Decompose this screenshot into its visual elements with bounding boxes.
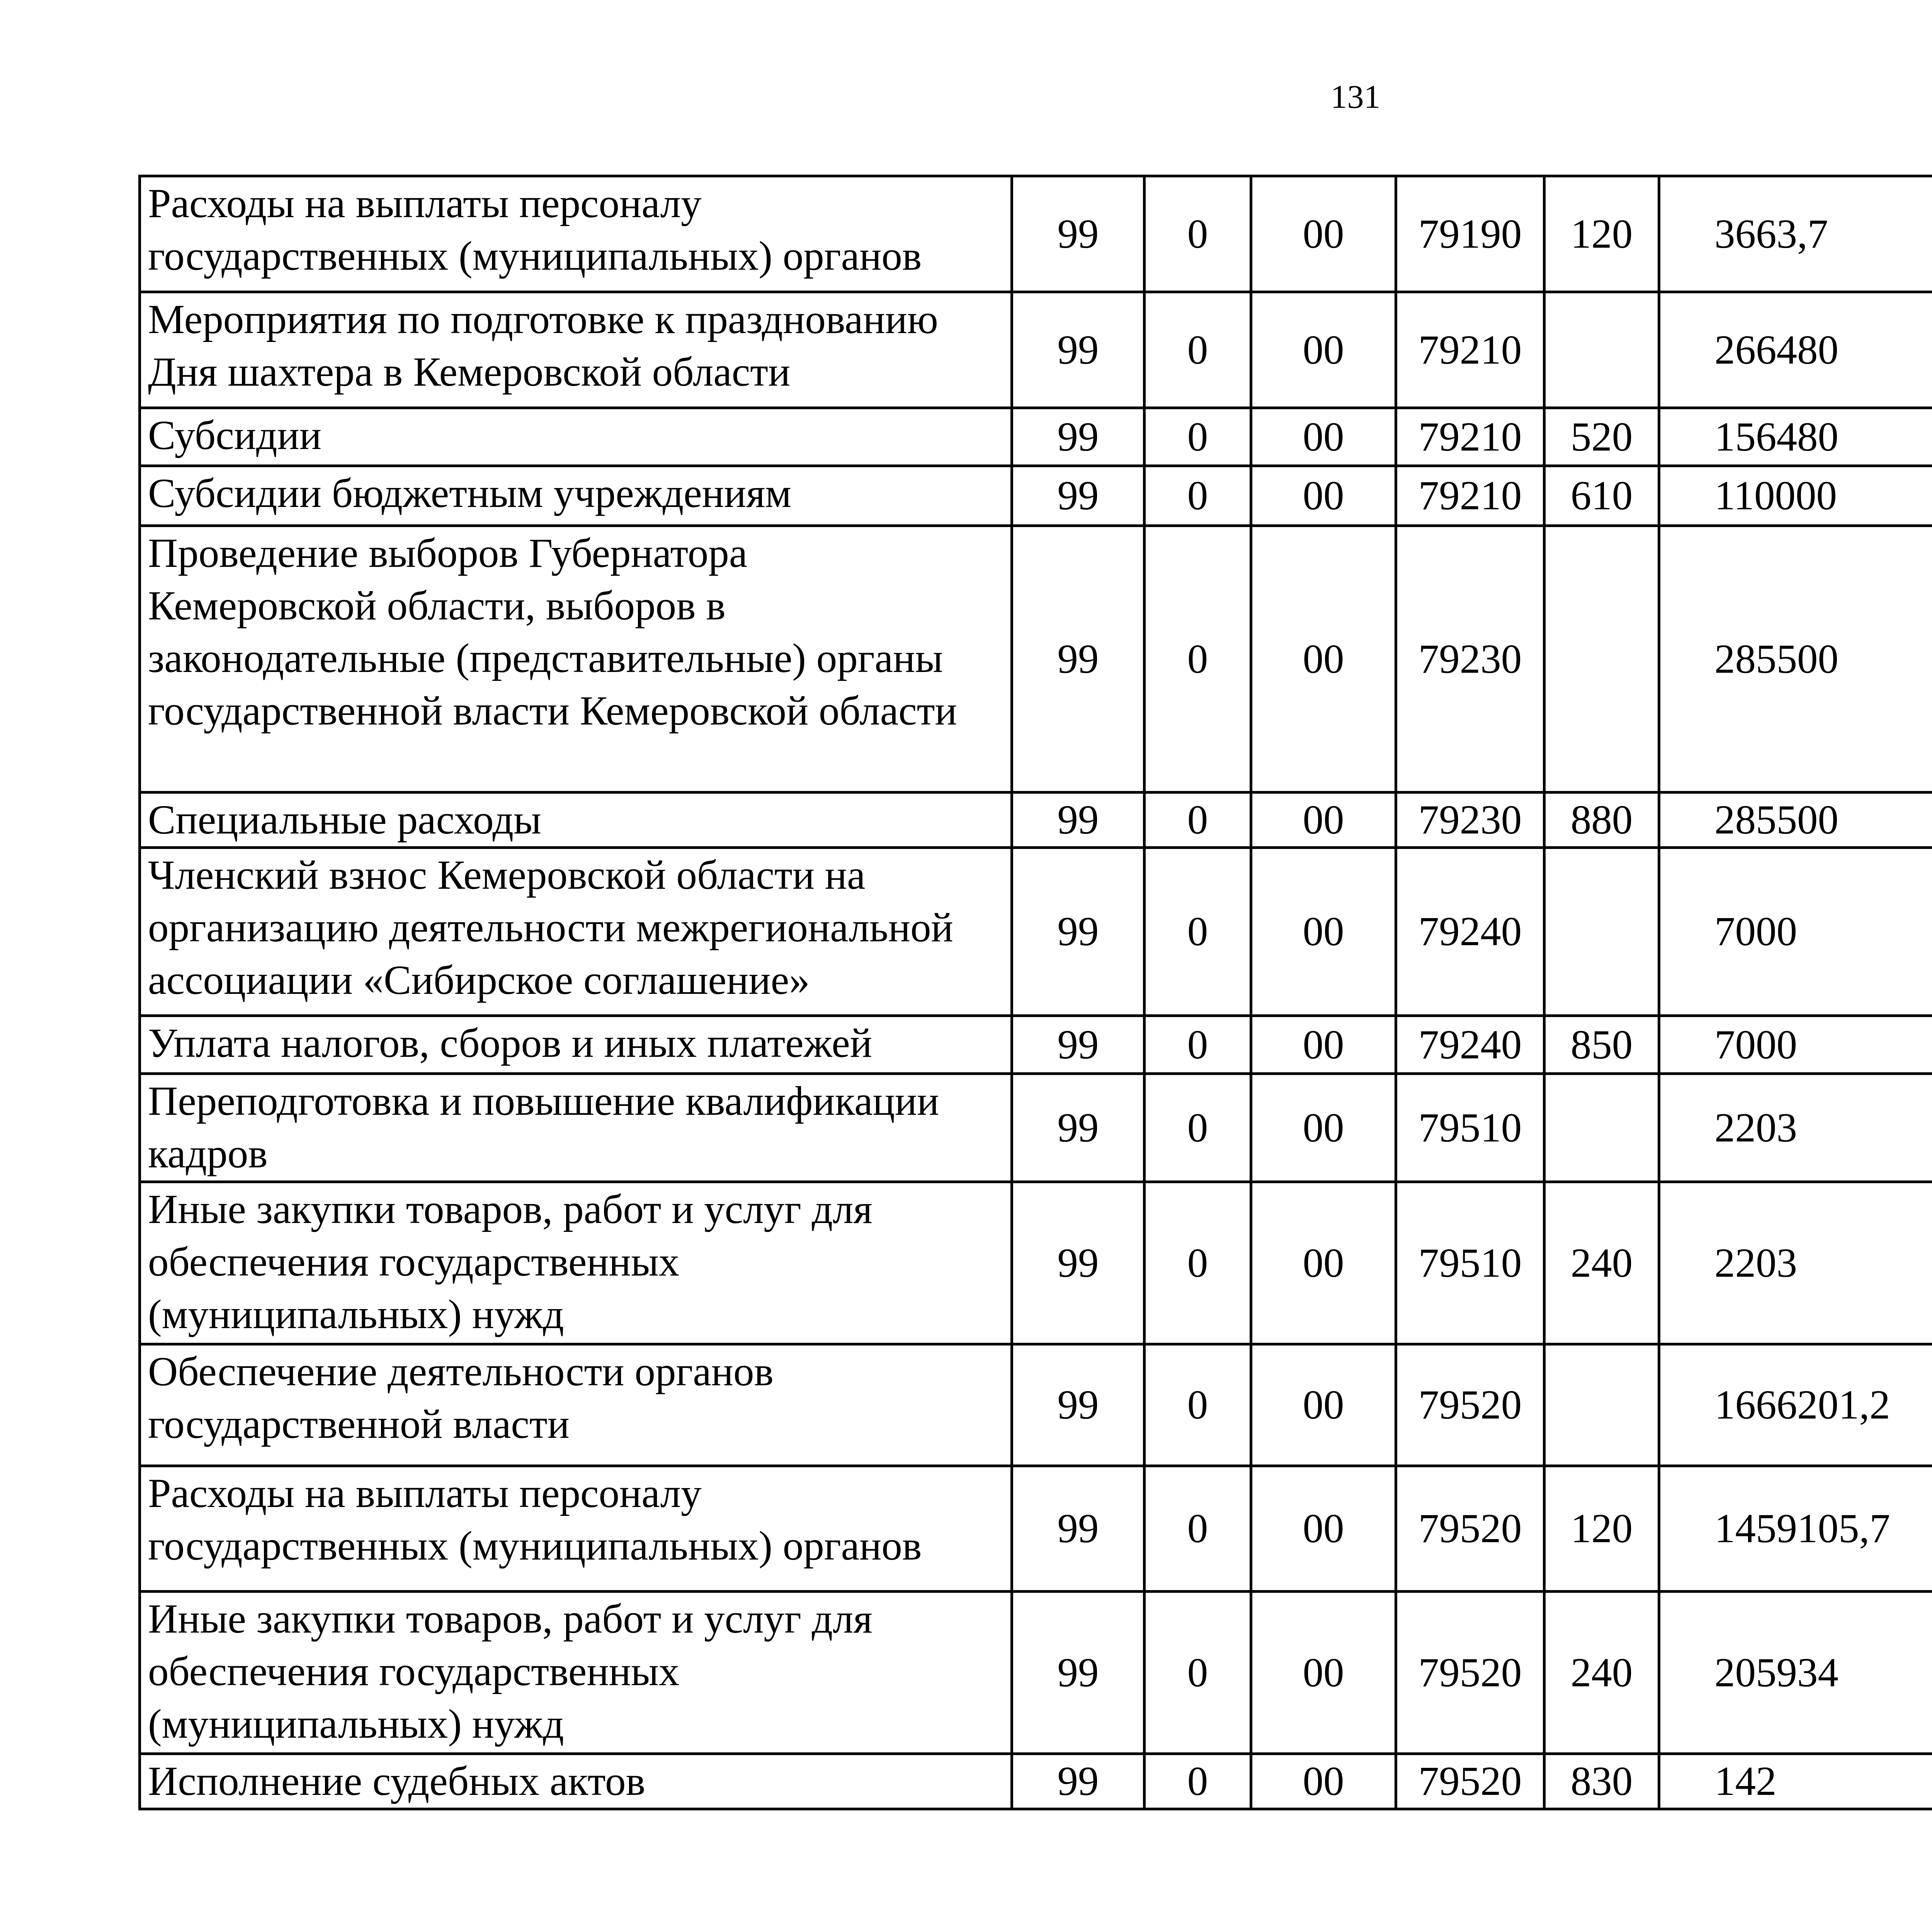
subprogram-code-cell: 0 <box>1145 1592 1251 1754</box>
table-row <box>140 1466 1932 1592</box>
target-code-cell: 79210 <box>1396 408 1544 466</box>
expense-name-cell <box>140 1074 1012 1182</box>
amount-year1-cell: 142 <box>1659 1754 1932 1809</box>
expense-name-cell <box>140 1466 1012 1592</box>
section-code-cell: 99 <box>1012 466 1145 526</box>
expense-name-line: ассоциации «Сибирское соглашение» <box>148 958 810 1003</box>
direction-code-cell: 00 <box>1251 292 1396 408</box>
table-row <box>140 1016 1932 1074</box>
amount-year1-cell: 156480 <box>1659 408 1932 466</box>
expense-name-line: государственной власти <box>148 1402 570 1447</box>
expense-type-cell: 240 <box>1544 1592 1659 1754</box>
expense-name-cell <box>140 1182 1012 1344</box>
section-code-cell: 99 <box>1012 176 1145 292</box>
expense-name-line: обеспечения государственных <box>148 1649 680 1694</box>
expense-name-line: Переподготовка и повышение квалификации <box>148 1078 939 1124</box>
section-code-cell: 99 <box>1012 1182 1145 1344</box>
expense-type-cell <box>1544 1344 1659 1466</box>
expense-name-line: законодательные (представительные) органы <box>148 636 943 681</box>
amount-year1-cell: 3663,7 <box>1659 176 1932 292</box>
table-row <box>140 793 1932 848</box>
table-body <box>140 176 1932 1809</box>
expense-name-cell <box>140 1344 1012 1466</box>
table-row <box>140 1754 1932 1809</box>
direction-code-cell: 00 <box>1251 848 1396 1016</box>
target-code-cell: 79210 <box>1396 292 1544 408</box>
page-number: 131 <box>1330 78 1381 115</box>
direction-code-cell: 00 <box>1251 408 1396 466</box>
amount-year1-cell: 110000 <box>1659 466 1932 526</box>
direction-code-cell: 00 <box>1251 1182 1396 1344</box>
target-code-cell: 79510 <box>1396 1182 1544 1344</box>
expense-name-cell <box>140 176 1012 292</box>
budget-table <box>138 175 1932 1810</box>
expense-type-cell <box>1544 292 1659 408</box>
table-row <box>140 466 1932 526</box>
amount-year1-cell: 285500 <box>1659 526 1932 793</box>
expense-name-line: (муниципальных) нужд <box>148 1701 564 1747</box>
expense-name-line: (муниципальных) нужд <box>148 1292 564 1337</box>
expense-name-line: государственных (муниципальных) органов <box>148 1523 922 1569</box>
subprogram-code-cell: 0 <box>1145 793 1251 848</box>
direction-code-cell: 00 <box>1251 176 1396 292</box>
amount-year1-cell: 266480 <box>1659 292 1932 408</box>
table-row <box>140 408 1932 466</box>
expense-name-line: Специальные расходы <box>148 797 541 843</box>
section-code-cell: 99 <box>1012 408 1145 466</box>
amount-year1-cell: 7000 <box>1659 848 1932 1016</box>
amount-year1-cell: 1459105,7 <box>1659 1466 1932 1592</box>
expense-name-line: Кемеровской области, выборов в <box>148 583 726 629</box>
expense-name-cell <box>140 466 1012 526</box>
target-code-cell: 79190 <box>1396 176 1544 292</box>
expense-name-line: Проведение выборов Губернатора <box>148 531 748 576</box>
expense-name-line: Расходы на выплаты персоналу <box>148 1471 702 1516</box>
target-code-cell: 79240 <box>1396 848 1544 1016</box>
expense-type-cell: 520 <box>1544 408 1659 466</box>
expense-type-cell <box>1544 526 1659 793</box>
expense-name-cell <box>140 1016 1012 1074</box>
subprogram-code-cell: 0 <box>1145 466 1251 526</box>
target-code-cell: 79510 <box>1396 1074 1544 1182</box>
expense-name-cell <box>140 1754 1012 1809</box>
expense-name-cell <box>140 408 1012 466</box>
direction-code-cell: 00 <box>1251 1016 1396 1074</box>
subprogram-code-cell: 0 <box>1145 176 1251 292</box>
expense-name-cell <box>140 1592 1012 1754</box>
expense-type-cell <box>1544 848 1659 1016</box>
subprogram-code-cell: 0 <box>1145 292 1251 408</box>
expense-name-line: Субсидии бюджетным учреждениям <box>148 471 792 516</box>
table-row <box>140 1182 1932 1344</box>
section-code-cell: 99 <box>1012 1754 1145 1809</box>
subprogram-code-cell: 0 <box>1145 1466 1251 1592</box>
section-code-cell: 99 <box>1012 526 1145 793</box>
expense-type-cell: 240 <box>1544 1182 1659 1344</box>
direction-code-cell: 00 <box>1251 793 1396 848</box>
expense-name-line: обеспечения государственных <box>148 1239 680 1285</box>
expense-name-line: Членский взнос Кемеровской области на <box>148 852 866 898</box>
expense-name-cell <box>140 526 1012 793</box>
subprogram-code-cell: 0 <box>1145 1182 1251 1344</box>
amount-year1-cell: 2203 <box>1659 1182 1932 1344</box>
subprogram-code-cell: 0 <box>1145 1074 1251 1182</box>
subprogram-code-cell: 0 <box>1145 848 1251 1016</box>
expense-name-line: Расходы на выплаты персоналу <box>148 181 702 226</box>
direction-code-cell: 00 <box>1251 1466 1396 1592</box>
direction-code-cell: 00 <box>1251 466 1396 526</box>
expense-name-line: Иные закупки товаров, работ и услуг для <box>148 1596 872 1642</box>
section-code-cell: 99 <box>1012 1592 1145 1754</box>
amount-year1-cell: 285500 <box>1659 793 1932 848</box>
table-row <box>140 1074 1932 1182</box>
expense-name-line: Уплата налогов, сборов и иных платежей <box>148 1021 872 1066</box>
expense-type-cell: 610 <box>1544 466 1659 526</box>
expense-name-line: Исполнение судебных актов <box>148 1759 646 1804</box>
table-row <box>140 848 1932 1016</box>
expense-type-cell: 120 <box>1544 1466 1659 1592</box>
amount-year1-cell: 205934 <box>1659 1592 1932 1754</box>
expense-name-line: государственных (муниципальных) органов <box>148 233 922 279</box>
direction-code-cell: 00 <box>1251 1754 1396 1809</box>
section-code-cell: 99 <box>1012 1466 1145 1592</box>
subprogram-code-cell: 0 <box>1145 526 1251 793</box>
table-row <box>140 292 1932 408</box>
section-code-cell: 99 <box>1012 1074 1145 1182</box>
target-code-cell: 79520 <box>1396 1754 1544 1809</box>
direction-code-cell: 00 <box>1251 1074 1396 1182</box>
expense-type-cell: 850 <box>1544 1016 1659 1074</box>
expense-name-line <box>148 737 1003 790</box>
expense-type-cell: 880 <box>1544 793 1659 848</box>
table-row <box>140 1344 1932 1466</box>
subprogram-code-cell: 0 <box>1145 408 1251 466</box>
amount-year1-cell: 7000 <box>1659 1016 1932 1074</box>
amount-year1-cell: 2203 <box>1659 1074 1932 1182</box>
expense-name-cell <box>140 848 1012 1016</box>
expense-name-line: организацию деятельности межрегиональной <box>148 905 953 951</box>
section-code-cell: 99 <box>1012 1344 1145 1466</box>
target-code-cell: 79210 <box>1396 466 1544 526</box>
expense-name-line: кадров <box>148 1131 268 1177</box>
target-code-cell: 79230 <box>1396 793 1544 848</box>
table-row <box>140 1592 1932 1754</box>
section-code-cell: 99 <box>1012 1016 1145 1074</box>
section-code-cell: 99 <box>1012 793 1145 848</box>
section-code-cell: 99 <box>1012 292 1145 408</box>
expense-name-line: Иные закупки товаров, работ и услуг для <box>148 1187 872 1232</box>
amount-year1-cell: 1666201,2 <box>1659 1344 1932 1466</box>
target-code-cell: 79520 <box>1396 1344 1544 1466</box>
direction-code-cell: 00 <box>1251 1344 1396 1466</box>
direction-code-cell: 00 <box>1251 1592 1396 1754</box>
table-row <box>140 526 1932 793</box>
expense-type-cell: 830 <box>1544 1754 1659 1809</box>
subprogram-code-cell: 0 <box>1145 1344 1251 1466</box>
subprogram-code-cell: 0 <box>1145 1016 1251 1074</box>
direction-code-cell: 00 <box>1251 526 1396 793</box>
expense-name-line: Обеспечение деятельности органов <box>148 1349 774 1395</box>
target-code-cell: 79230 <box>1396 526 1544 793</box>
expense-name-line: Субсидии <box>148 413 321 458</box>
target-code-cell: 79240 <box>1396 1016 1544 1074</box>
expense-name-cell <box>140 793 1012 848</box>
target-code-cell: 79520 <box>1396 1592 1544 1754</box>
expense-name-line: Мероприятия по подготовке к празднованию <box>148 297 938 342</box>
section-code-cell: 99 <box>1012 848 1145 1016</box>
target-code-cell: 79520 <box>1396 1466 1544 1592</box>
expense-name-line: государственной власти Кемеровской области <box>148 688 957 734</box>
expense-type-cell <box>1544 1074 1659 1182</box>
expense-type-cell: 120 <box>1544 176 1659 292</box>
table-row <box>140 176 1932 292</box>
expense-name-cell <box>140 292 1012 408</box>
expense-name-line: Дня шахтера в Кемеровской области <box>148 349 791 395</box>
subprogram-code-cell: 0 <box>1145 1754 1251 1809</box>
